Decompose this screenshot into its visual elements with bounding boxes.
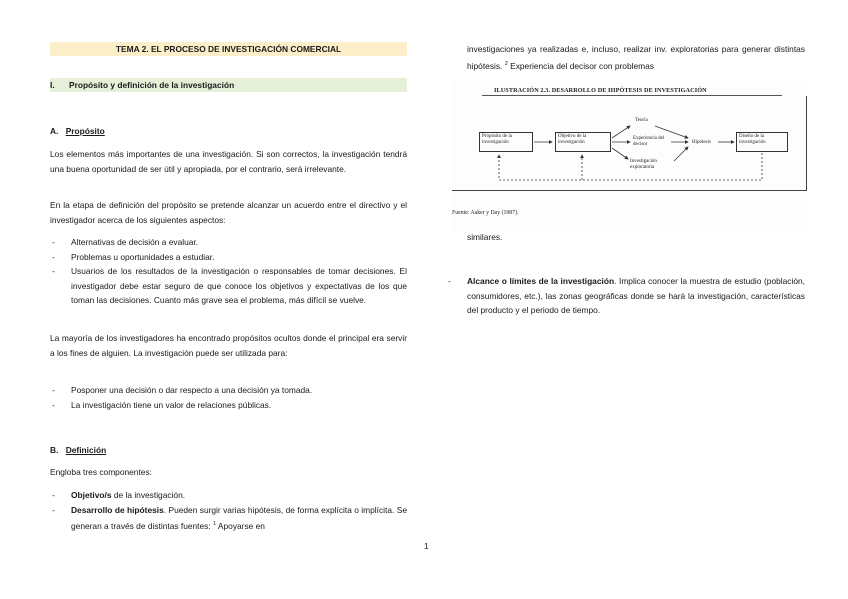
document-title: TEMA 2. EL PROCESO DE INVESTIGACIÓN COMERCIAL [50,42,407,56]
component-hypothesis-bold: Desarrollo de hipótesis [71,504,164,515]
section-title: Propósito y definición de la investigación [68,80,235,90]
list-item: - Alternativas de decisión a evaluar. [50,235,407,250]
subsection-b-title: Definición [65,445,107,455]
subsection-b-heading [50,443,106,457]
component-hypothesis-tail: Apoyarse en [216,520,265,531]
components-list [50,488,407,534]
diagram-box-design: Diseño de la investigación [736,132,788,152]
paragraph-purpose: Los elementos más importantes de una investigación. Si son correctos, la investigación tendrá una buena oportunidad de ser útil y apropiada, por el contrario, será irrelevante. [50,149,407,174]
paragraph-hypothesis-sources [467,42,805,73]
uses-list [50,383,407,412]
scope-list [446,274,805,318]
sources-text-b: Experiencia del decisor con problemas [507,60,654,71]
diagram-source: Fuente: Aaker y Day (1987). [452,210,519,216]
sources-text-a: investigaciones ya realizadas e, incluso, realizar inv. exploratorias para generar distintas hipótesis. [467,44,805,71]
section-heading [50,78,407,92]
list-item [50,503,407,534]
diagram-box-purpose: Propósito de la investigación [479,132,533,152]
subsection-b-letter: B. [50,445,59,455]
diagram-label-theory: Teoría [635,118,648,123]
component-hypothesis-text: . Pueden surgir varias hipótesis, de forma explícita o implícita. Se generan a través de distintas fuentes: [71,504,407,531]
diagram-caption: ILUSTRACIÓN 2.3. DESARROLLO DE HIPÓTESIS DE INVESTIGACIÓN [494,87,707,94]
diagram-label-exploratory: Investigación exploratoria [630,159,657,170]
diagram-label-hypothesis: Hipótesis [692,140,711,145]
list-item: - Posponer una decisión o dar respecto a una decisión ya tomada. [50,383,407,398]
scope-text: . Implica conocer la muestra de estudio (población, consumidores, etc.), las zonas geográficas donde se hará la investigación, características del producto y el periodo de tiempo. [467,276,805,316]
component-objective-bold: Objetivo/s [71,490,112,500]
paragraph-components: Engloba tres componentes: [50,467,152,477]
subsection-a-title: Propósito [65,126,105,136]
aspects-list [50,235,407,308]
component-objective-text: de la investigación. [111,490,186,500]
scope-bold: Alcance o límites de la investigación [467,276,615,286]
footnote-marker: 1 [213,521,217,528]
paragraph-agreement: En la etapa de definición del propósito se pretende alcanzar un acuerdo entre el directivo y el investigador acerca de los siguientes aspectos: [50,200,407,225]
list-item: - La investigación tiene un valor de relaciones públicas. [50,398,407,413]
paragraph-hidden-purposes: La mayoría de los investigadores ha encontrado propósitos ocultos donde el principal era servir a los fines de alguien. La investigación puede ser utilizada para: [50,333,407,358]
diagram-box-objective: Objetivo de la investigación [555,132,611,152]
list-item: - Problemas u oportunidades a estudiar. [50,250,407,265]
paragraph-similares: similares. [467,232,503,242]
subsection-a-heading [50,124,105,138]
list-item [50,488,407,503]
diagram-arrows [452,82,807,230]
list-item: - Usuarios de los resultados de la investigación o responsables de tomar decisiones. El investigador debe estar seguro de que conoce los objetivos y expectativas de los que toman las decisiones. Cuanto más grave sea el problema, más difícil se vuelve. [50,264,407,308]
hypothesis-diagram [452,82,807,230]
diagram-label-experience: Experiencia del decisor [633,136,665,147]
subsection-a-letter: A. [50,126,59,136]
page-number: 1 [424,541,429,551]
footnote-marker: 2 [504,60,508,67]
list-item [446,274,805,318]
section-number: I. [50,80,55,90]
